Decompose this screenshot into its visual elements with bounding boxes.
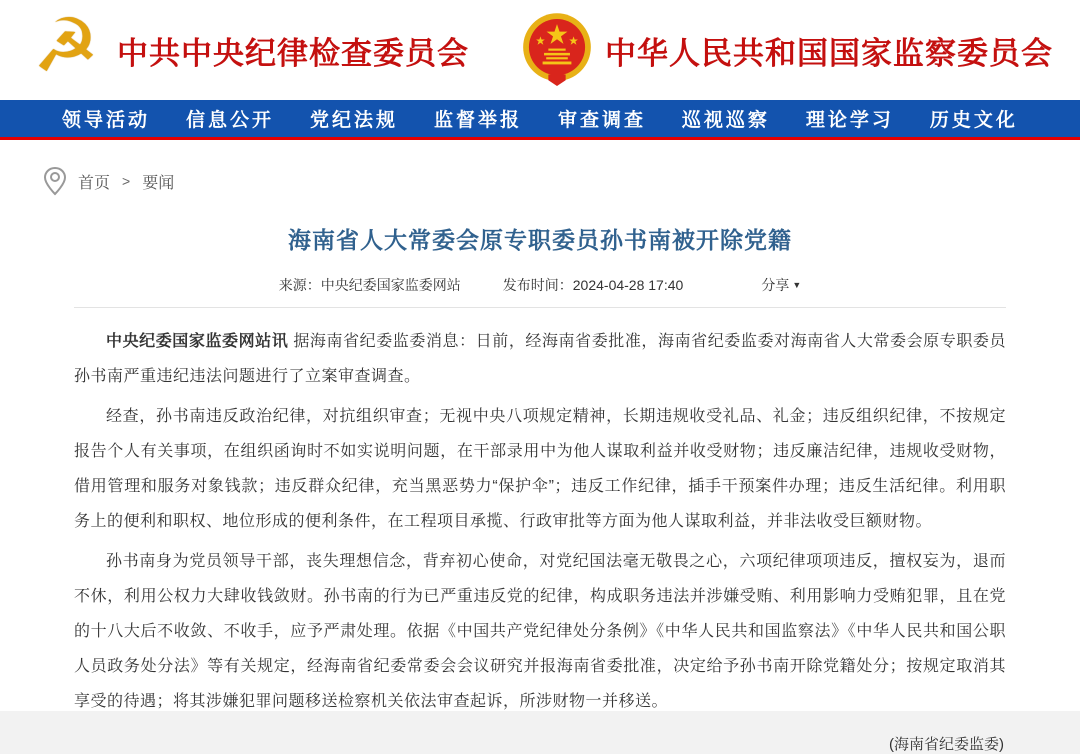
breadcrumb-home[interactable]: 首页 — [78, 174, 111, 192]
nav-item-leader-activities[interactable]: 领导活动 — [62, 110, 151, 131]
site-header — [0, 0, 1080, 100]
article-source — [279, 275, 461, 295]
nav-item-theory-study[interactable]: 理论学习 — [805, 110, 894, 131]
nav-item-supervision-report[interactable]: 监督举报 — [433, 110, 522, 131]
paragraph-1 — [74, 324, 1006, 394]
nav-item-investigation[interactable]: 审查调查 — [557, 110, 646, 131]
source-value: 中央纪委国家监委网站 — [320, 277, 461, 293]
paragraph-2: 经查，孙书南违反政治纪律，对抗组织审查；无视中央八项规定精神，长期违规收受礼品、礼金；违反组织纪律，不按规定报告个人有关事项，在组织函询时不如实说明问题，在干部录用中为他人谋取利益并收受财物；违反廉洁纪律，违规收受财物，借用管理和服务对象钱款；违反群众纪律，充当黑恶势力“保护伞”；违反工作纪律，插手干预案件办理；违反生活纪律。利用职务上的便利和职权、地位形成的便利条件，在工程项目承揽、行政审批等方面为他人谋取利益，并非法收受巨额财物。 — [74, 408, 1006, 530]
breadcrumb — [0, 140, 1080, 196]
paragraph-1-rest: 据海南省纪委监委消息：日前，经海南省委批准，海南省纪委监委对海南省人大常委会原专职委员孙书南严重违纪违法问题进行了立案审查调查。 — [74, 333, 1006, 385]
nav-item-info-disclosure[interactable]: 信息公开 — [185, 110, 274, 131]
article-meta — [74, 275, 1006, 295]
main-nav — [0, 100, 1080, 140]
article-publish-time — [503, 275, 684, 295]
caret-down-icon: ▼ — [792, 280, 802, 290]
nav-item-inspection-tour[interactable]: 巡视巡察 — [681, 110, 770, 131]
paragraph-1-lead: 中央纪委国家监委网站讯 — [106, 333, 289, 350]
party-emblem-icon: ☭ — [32, 4, 100, 87]
article-title: 海南省人大常委会原专职委员孙书南被开除党籍 — [288, 227, 792, 253]
time-value: 2024-04-28 17:40 — [572, 277, 684, 293]
breadcrumb-section[interactable]: 要闻 — [142, 174, 175, 192]
time-label: 发布时间： — [502, 277, 573, 293]
nav-item-history-culture[interactable]: 历史文化 — [929, 110, 1018, 131]
article-attribution: (海南省纪委监委) — [889, 736, 1004, 753]
paragraph-3: 孙书南身为党员领导干部，丧失理想信念，背弃初心使命，对党纪国法毫无敬畏之心，六项纪律项项违反，擅权妄为，退而不休，利用公权力大肆收钱敛财。孙书南的行为已严重违反党的纪律，构成职务违法并涉嫌受贿、利用影响力受贿犯罪，且在党的十八大后不收敛、不收手，应予严肃处理。依据《中国共产党纪律处分条例》《中华人民共和国监察法》《中华人民共和国公职人员政务处分法》等有关规定，经海南省纪委常委会会议研究并报海南省委批准，决定给予孙书南开除党籍处分；按规定取消其享受的待遇；将其涉嫌犯罪问题移送检察机关依法审查起诉，所涉财物一并移送。 — [74, 553, 1006, 710]
org-nsc-name: 中华人民共和国国家监察委员会 — [605, 35, 1053, 71]
nav-item-party-regulations[interactable]: 党纪法规 — [309, 110, 398, 131]
location-pin-icon — [42, 166, 68, 196]
share-label: 分享 — [761, 277, 790, 293]
breadcrumb-separator: > — [122, 173, 131, 189]
article-body — [74, 324, 1006, 754]
share-button[interactable] — [761, 275, 801, 295]
org-ccdi-name: 中共中央纪律检查委员会 — [117, 35, 469, 71]
article — [74, 222, 1006, 754]
source-label: 来源： — [278, 277, 321, 293]
org-ccdi-logo[interactable] — [27, 4, 469, 91]
meta-divider — [74, 307, 1006, 308]
org-nsc-logo[interactable] — [521, 11, 1053, 89]
national-emblem-icon — [521, 11, 593, 89]
